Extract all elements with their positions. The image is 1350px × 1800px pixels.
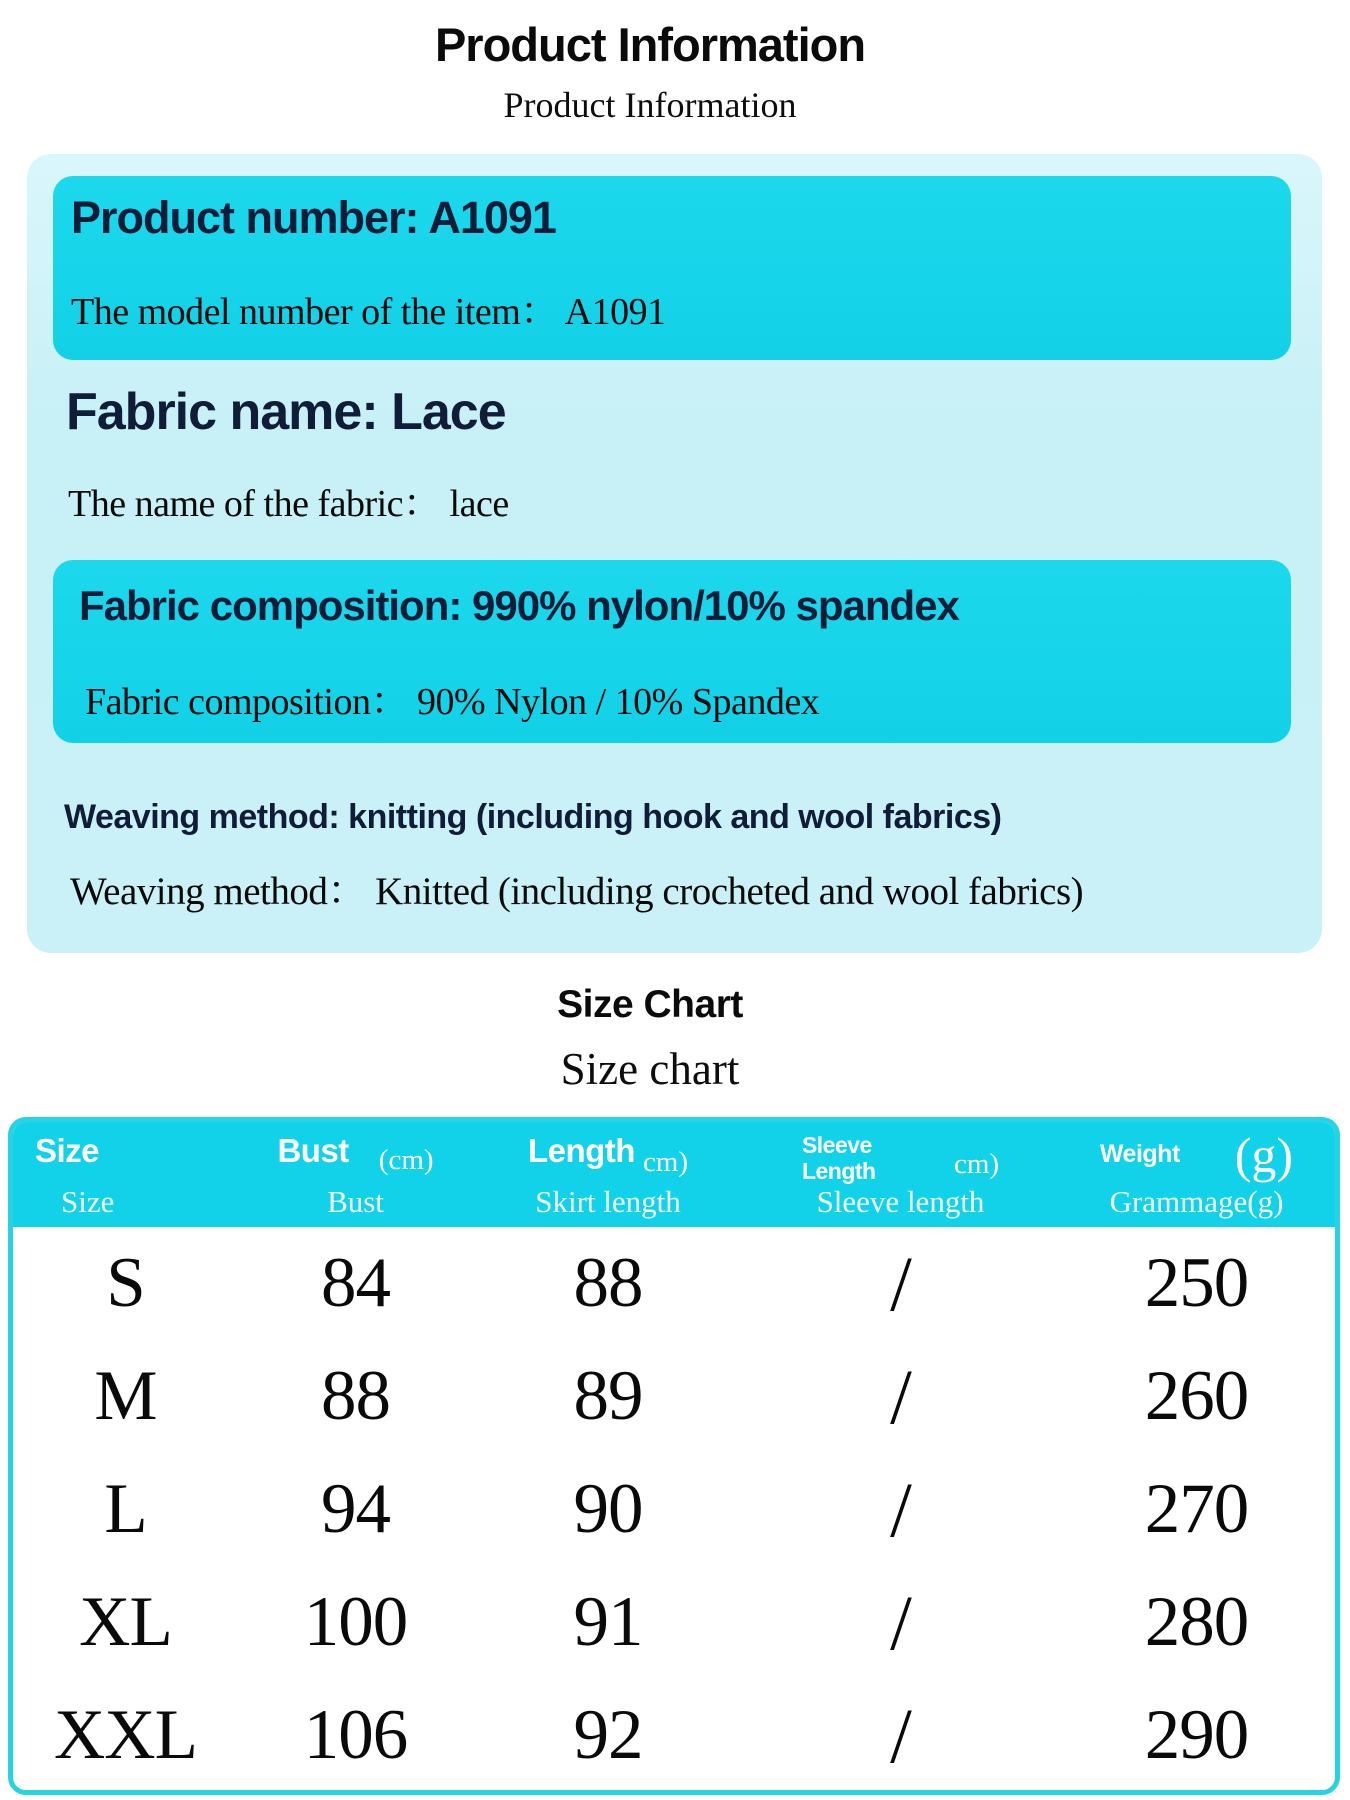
cell-size: M <box>94 1357 157 1435</box>
header-length-sublabel: Skirt length <box>535 1184 681 1219</box>
cell-size: XL <box>79 1583 172 1661</box>
page-subtitle: Product Information <box>503 85 797 125</box>
header-length-label: Length <box>527 1132 635 1169</box>
cell-sleeve: / <box>890 1465 911 1553</box>
header-col-weight <box>1058 1122 1335 1227</box>
cell-length: 88 <box>573 1244 643 1322</box>
header-col-sleeve-length <box>743 1122 1058 1227</box>
cell-weight: 260 <box>1144 1357 1249 1435</box>
header-col-length <box>473 1122 743 1227</box>
header-bust-sublabel: Bust <box>327 1184 384 1219</box>
product-number-detail: The model number of the item： A1091 <box>71 291 666 333</box>
cell-size: XXL <box>54 1696 197 1774</box>
header-weight-label: Weight <box>1099 1140 1180 1168</box>
page-title: Product Information <box>434 18 866 71</box>
table-row-m <box>13 1340 1335 1453</box>
cell-length: 90 <box>573 1470 643 1548</box>
product-number-box <box>53 176 1291 360</box>
header-size-sublabel: Size <box>61 1184 115 1219</box>
cell-length: 92 <box>573 1696 643 1774</box>
cell-size: S <box>106 1244 145 1322</box>
cell-weight: 250 <box>1144 1244 1249 1322</box>
size-chart-table <box>8 1117 1340 1795</box>
header-sleeve-sublabel: Sleeve length <box>816 1184 985 1219</box>
table-row-xxl <box>13 1679 1335 1792</box>
cell-bust: 106 <box>303 1696 408 1774</box>
cell-length: 89 <box>573 1357 643 1435</box>
size-chart-header <box>13 1122 1335 1227</box>
fabric-composition-heading: Fabric composition: 990% nylon/10% spandex <box>79 582 959 629</box>
cell-size: L <box>104 1470 147 1548</box>
size-chart-title: Size Chart <box>557 983 743 1026</box>
cell-weight: 280 <box>1144 1583 1249 1661</box>
header-bust-label: Bust <box>277 1132 349 1169</box>
header-sleeve-unit: cm) <box>953 1148 1000 1180</box>
weaving-method-detail: Weaving method： Knitted (including crocheted and wool fabrics) <box>70 870 1084 913</box>
product-number-heading: Product number: A1091 <box>71 192 556 243</box>
cell-bust: 84 <box>321 1244 390 1322</box>
cell-sleeve: / <box>890 1239 911 1327</box>
header-weight-unit: (g) <box>1234 1127 1294 1183</box>
header-col-bust <box>238 1122 473 1227</box>
cell-sleeve: / <box>890 1578 911 1666</box>
header-sleeve-label: Sleeve Length <box>801 1132 876 1185</box>
cell-sleeve: / <box>890 1691 911 1779</box>
table-row-l <box>13 1453 1335 1566</box>
table-row-s <box>13 1227 1335 1340</box>
header-bust-unit: (cm) <box>378 1144 434 1176</box>
cell-bust: 100 <box>303 1583 408 1661</box>
product-info-panel <box>27 154 1322 953</box>
header-length-unit: cm) <box>642 1146 689 1178</box>
cell-sleeve: / <box>890 1352 911 1440</box>
cell-bust: 94 <box>321 1470 390 1548</box>
size-chart-subtitle: Size chart <box>560 1044 740 1094</box>
fabric-composition-detail: Fabric composition： 90% Nylon / 10% Spandex <box>85 681 820 723</box>
cell-bust: 88 <box>321 1357 390 1435</box>
header-size-label: Size <box>35 1132 100 1169</box>
fabric-name-heading: Fabric name: Lace <box>66 383 506 441</box>
fabric-name-detail: The name of the fabric： lace <box>68 483 509 525</box>
weaving-method-heading: Weaving method: knitting (including hook and wool fabrics) <box>64 798 1002 836</box>
cell-weight: 290 <box>1144 1696 1249 1774</box>
cell-length: 91 <box>573 1583 643 1661</box>
header-col-size <box>13 1122 238 1227</box>
cell-weight: 270 <box>1144 1470 1249 1548</box>
size-chart-body <box>13 1227 1335 1792</box>
table-row-xl <box>13 1566 1335 1679</box>
header-weight-sublabel: Grammage(g) <box>1109 1184 1284 1219</box>
fabric-composition-box <box>53 560 1291 743</box>
